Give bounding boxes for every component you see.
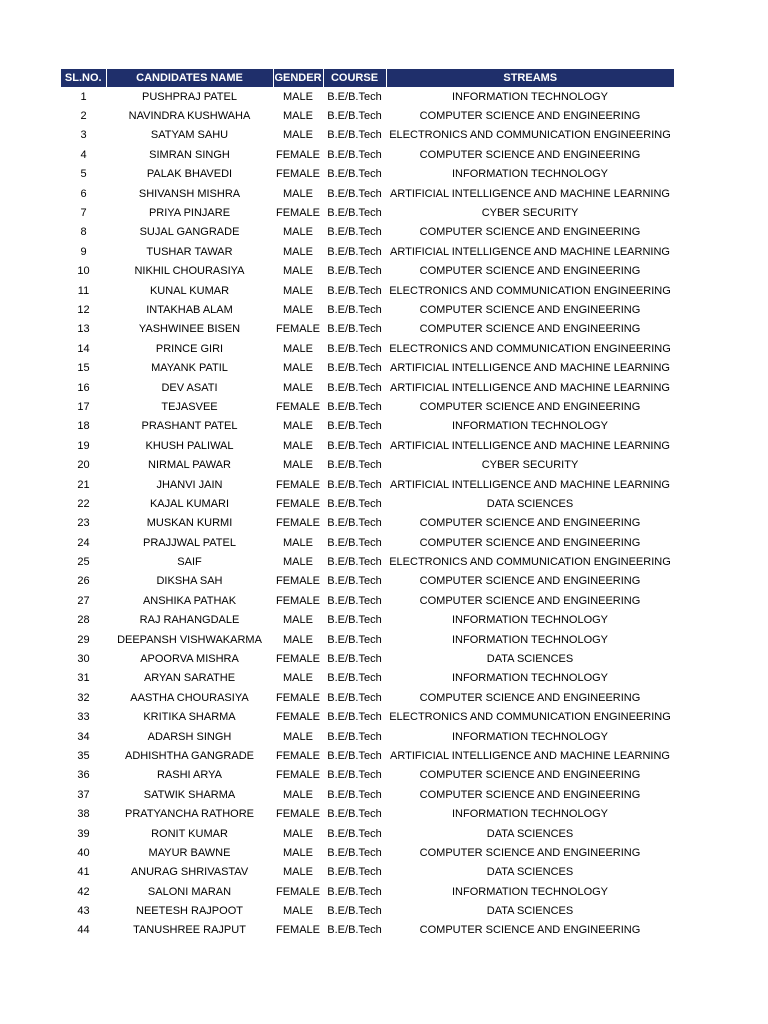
- cell-gender: MALE: [283, 866, 313, 879]
- cell-candidate-name: YASHWINEE BISEN: [138, 323, 241, 336]
- cell-candidate-name: TUSHAR TAWAR: [146, 245, 233, 258]
- cell-gender: FEMALE: [275, 497, 320, 510]
- cell-stream: COMPUTER SCIENCE AND ENGINEERING: [419, 846, 641, 859]
- cell-sl-no: 3: [80, 129, 87, 142]
- cell-course: B.E/B.Tech: [327, 245, 382, 258]
- table-row: [61, 882, 674, 901]
- cell-gender: MALE: [283, 420, 313, 433]
- cell-sl-no: 40: [77, 846, 90, 859]
- header-streams: STREAMS: [386, 69, 674, 87]
- table-row: [61, 533, 674, 552]
- table-row: [61, 572, 674, 591]
- cell-gender: FEMALE: [275, 207, 320, 220]
- cell-gender: FEMALE: [275, 168, 320, 181]
- cell-sl-no: 17: [77, 400, 90, 413]
- table-row: [61, 824, 674, 843]
- cell-stream: COMPUTER SCIENCE AND ENGINEERING: [419, 924, 641, 937]
- cell-gender: FEMALE: [275, 148, 320, 161]
- cell-candidate-name: DIKSHA SAH: [156, 575, 223, 588]
- table-row: [61, 514, 674, 533]
- table-row: [61, 630, 674, 649]
- cell-course: B.E/B.Tech: [327, 653, 382, 666]
- cell-gender: MALE: [283, 459, 313, 472]
- cell-course: B.E/B.Tech: [327, 303, 382, 316]
- cell-candidate-name: PRATYANCHA RATHORE: [125, 808, 254, 821]
- cell-candidate-name: SIMRAN SINGH: [149, 148, 230, 161]
- cell-gender: FEMALE: [275, 749, 320, 762]
- cell-course: B.E/B.Tech: [327, 808, 382, 821]
- cell-candidate-name: ARYAN SARATHE: [143, 672, 236, 685]
- cell-gender: FEMALE: [275, 400, 320, 413]
- cell-stream: COMPUTER SCIENCE AND ENGINEERING: [419, 691, 641, 704]
- cell-sl-no: 37: [77, 788, 90, 801]
- cell-sl-no: 43: [77, 905, 90, 918]
- cell-course: B.E/B.Tech: [327, 168, 382, 181]
- cell-gender: MALE: [283, 226, 313, 239]
- cell-sl-no: 1: [80, 90, 87, 103]
- cell-stream: INFORMATION TECHNOLOGY: [451, 730, 609, 743]
- table-row: [61, 494, 674, 513]
- cell-gender: MALE: [283, 614, 313, 627]
- cell-sl-no: 14: [77, 342, 90, 355]
- cell-course: B.E/B.Tech: [327, 711, 382, 724]
- cell-course: B.E/B.Tech: [327, 362, 382, 375]
- cell-course: B.E/B.Tech: [327, 129, 382, 142]
- cell-course: B.E/B.Tech: [327, 439, 382, 452]
- header-sl-no: SL.NO.: [61, 69, 106, 87]
- cell-course: B.E/B.Tech: [327, 769, 382, 782]
- table-row: [61, 320, 674, 339]
- cell-gender: MALE: [283, 788, 313, 801]
- cell-gender: FEMALE: [275, 808, 320, 821]
- cell-sl-no: 23: [77, 517, 90, 530]
- cell-candidate-name: RASHI ARYA: [156, 769, 222, 782]
- cell-gender: MALE: [283, 187, 313, 200]
- cell-course: B.E/B.Tech: [327, 323, 382, 336]
- cell-candidate-name: SATWIK SHARMA: [143, 788, 236, 801]
- cell-stream: COMPUTER SCIENCE AND ENGINEERING: [419, 517, 641, 530]
- cell-gender: FEMALE: [275, 885, 320, 898]
- cell-sl-no: 11: [77, 284, 90, 297]
- cell-candidate-name: NEETESH RAJPOOT: [136, 905, 243, 918]
- cell-sl-no: 12: [77, 303, 90, 316]
- table-row: [61, 223, 674, 242]
- cell-stream: DATA SCIENCES: [486, 905, 574, 918]
- cell-course: B.E/B.Tech: [327, 827, 382, 840]
- cell-stream: ELECTRONICS AND COMMUNICATION ENGINEERING: [389, 284, 671, 297]
- cell-gender: MALE: [283, 362, 313, 375]
- table-row: [61, 746, 674, 765]
- cell-candidate-name: KRITIKA SHARMA: [143, 711, 236, 724]
- cell-stream: COMPUTER SCIENCE AND ENGINEERING: [419, 594, 641, 607]
- cell-candidate-name: NIKHIL CHOURASIYA: [134, 265, 245, 278]
- cell-stream: CYBER SECURITY: [481, 207, 579, 220]
- cell-sl-no: 2: [80, 110, 87, 123]
- cell-candidate-name: NIRMAL PAWAR: [148, 459, 231, 472]
- table-row: [61, 708, 674, 727]
- cell-sl-no: 33: [77, 711, 90, 724]
- cell-gender: MALE: [283, 827, 313, 840]
- cell-stream: DATA SCIENCES: [486, 497, 574, 510]
- table-row: [61, 242, 674, 261]
- cell-stream: ELECTRONICS AND COMMUNICATION ENGINEERING: [389, 129, 671, 142]
- table-row: [61, 300, 674, 319]
- cell-course: B.E/B.Tech: [327, 517, 382, 530]
- cell-sl-no: 18: [77, 420, 90, 433]
- cell-gender: MALE: [283, 672, 313, 685]
- cell-gender: MALE: [283, 303, 313, 316]
- cell-sl-no: 15: [77, 362, 90, 375]
- cell-stream: ARTIFICIAL INTELLIGENCE AND MACHINE LEARNING: [390, 362, 670, 375]
- cell-stream: ARTIFICIAL INTELLIGENCE AND MACHINE LEARNING: [390, 381, 670, 394]
- cell-sl-no: 41: [77, 866, 90, 879]
- table-row: [61, 901, 674, 920]
- table-row: [61, 262, 674, 281]
- cell-course: B.E/B.Tech: [327, 536, 382, 549]
- cell-course: B.E/B.Tech: [327, 459, 382, 472]
- cell-candidate-name: SAIF: [177, 556, 202, 569]
- cell-sl-no: 38: [77, 808, 90, 821]
- table-row: [61, 804, 674, 823]
- table-row: [61, 727, 674, 746]
- cell-sl-no: 8: [80, 226, 87, 239]
- cell-stream: DATA SCIENCES: [486, 866, 574, 879]
- cell-gender: MALE: [283, 265, 313, 278]
- cell-candidate-name: MAYUR BAWNE: [148, 846, 231, 859]
- cell-sl-no: 28: [77, 614, 90, 627]
- cell-course: B.E/B.Tech: [327, 342, 382, 355]
- cell-stream: COMPUTER SCIENCE AND ENGINEERING: [419, 536, 641, 549]
- cell-course: B.E/B.Tech: [327, 110, 382, 123]
- cell-stream: COMPUTER SCIENCE AND ENGINEERING: [419, 323, 641, 336]
- cell-course: B.E/B.Tech: [327, 885, 382, 898]
- table-row: [61, 785, 674, 804]
- table-row: [61, 611, 674, 630]
- cell-stream: ARTIFICIAL INTELLIGENCE AND MACHINE LEARNING: [390, 478, 670, 491]
- cell-sl-no: 10: [77, 265, 90, 278]
- table-row: [61, 921, 674, 940]
- cell-stream: ELECTRONICS AND COMMUNICATION ENGINEERING: [389, 556, 671, 569]
- cell-candidate-name: ADARSH SINGH: [147, 730, 232, 743]
- cell-sl-no: 34: [77, 730, 90, 743]
- cell-stream: COMPUTER SCIENCE AND ENGINEERING: [419, 769, 641, 782]
- cell-course: B.E/B.Tech: [327, 749, 382, 762]
- cell-course: B.E/B.Tech: [327, 575, 382, 588]
- cell-course: B.E/B.Tech: [327, 226, 382, 239]
- cell-candidate-name: DEEPANSH VISHWAKARMA: [117, 633, 262, 646]
- cell-course: B.E/B.Tech: [327, 866, 382, 879]
- cell-course: B.E/B.Tech: [327, 633, 382, 646]
- cell-sl-no: 9: [80, 245, 87, 258]
- cell-gender: FEMALE: [275, 653, 320, 666]
- cell-course: B.E/B.Tech: [327, 148, 382, 161]
- cell-sl-no: 29: [77, 633, 90, 646]
- cell-candidate-name: PALAK BHAVEDI: [146, 168, 233, 181]
- table-row: [61, 126, 674, 145]
- cell-gender: FEMALE: [275, 924, 320, 937]
- cell-gender: MALE: [283, 846, 313, 859]
- table-row: [61, 669, 674, 688]
- table-row: [61, 843, 674, 862]
- cell-candidate-name: PUSHPRAJ PATEL: [142, 90, 237, 103]
- table-row: [61, 397, 674, 416]
- cell-candidate-name: SATYAM SAHU: [150, 129, 229, 142]
- cell-sl-no: 5: [80, 168, 87, 181]
- cell-stream: DATA SCIENCES: [486, 827, 574, 840]
- cell-stream: ARTIFICIAL INTELLIGENCE AND MACHINE LEARNING: [390, 245, 670, 258]
- cell-stream: ARTIFICIAL INTELLIGENCE AND MACHINE LEARNING: [390, 187, 670, 200]
- cell-sl-no: 21: [77, 478, 90, 491]
- table-row: [61, 436, 674, 455]
- cell-candidate-name: RONIT KUMAR: [151, 827, 228, 840]
- cell-course: B.E/B.Tech: [327, 478, 382, 491]
- cell-stream: INFORMATION TECHNOLOGY: [451, 168, 609, 181]
- cell-gender: FEMALE: [275, 711, 320, 724]
- cell-candidate-name: PRAJJWAL PATEL: [143, 536, 236, 549]
- cell-sl-no: 25: [77, 556, 90, 569]
- cell-candidate-name: AASTHA CHOURASIYA: [130, 691, 249, 704]
- table-row: [61, 455, 674, 474]
- cell-candidate-name: KAJAL KUMARI: [149, 497, 230, 510]
- cell-stream: COMPUTER SCIENCE AND ENGINEERING: [419, 265, 641, 278]
- candidates-table: [61, 69, 674, 940]
- table-row: [61, 417, 674, 436]
- cell-candidate-name: PRASHANT PATEL: [141, 420, 238, 433]
- cell-stream: ELECTRONICS AND COMMUNICATION ENGINEERING: [389, 711, 671, 724]
- table-row: [61, 552, 674, 571]
- cell-candidate-name: RAJ RAHANGDALE: [139, 614, 240, 627]
- cell-course: B.E/B.Tech: [327, 556, 382, 569]
- cell-stream: COMPUTER SCIENCE AND ENGINEERING: [419, 226, 641, 239]
- table-row: [61, 184, 674, 203]
- cell-candidate-name: ADHISHTHA GANGRADE: [125, 749, 254, 762]
- table-row: [61, 87, 674, 106]
- cell-stream: COMPUTER SCIENCE AND ENGINEERING: [419, 303, 641, 316]
- cell-candidate-name: APOORVA MISHRA: [140, 653, 239, 666]
- cell-course: B.E/B.Tech: [327, 594, 382, 607]
- cell-stream: INFORMATION TECHNOLOGY: [451, 672, 609, 685]
- cell-candidate-name: NAVINDRA KUSHWAHA: [128, 110, 251, 123]
- cell-candidate-name: MUSKAN KURMI: [146, 517, 233, 530]
- cell-candidate-name: TANUSHREE RAJPUT: [133, 924, 246, 937]
- cell-stream: COMPUTER SCIENCE AND ENGINEERING: [419, 575, 641, 588]
- cell-course: B.E/B.Tech: [327, 691, 382, 704]
- cell-sl-no: 24: [77, 536, 90, 549]
- cell-candidate-name: JHANVI JAIN: [156, 478, 223, 491]
- candidates-sheet: [61, 69, 674, 940]
- cell-course: B.E/B.Tech: [327, 420, 382, 433]
- table-row: [61, 339, 674, 358]
- cell-candidate-name: SHIVANSH MISHRA: [138, 187, 241, 200]
- cell-candidate-name: KHUSH PALIWAL: [145, 439, 234, 452]
- table-row: [61, 281, 674, 300]
- cell-candidate-name: SUJAL GANGRADE: [139, 226, 240, 239]
- cell-sl-no: 22: [77, 497, 90, 510]
- cell-candidate-name: MAYANK PATIL: [151, 362, 228, 375]
- cell-sl-no: 26: [77, 575, 90, 588]
- table-row: [61, 358, 674, 377]
- table-row: [61, 378, 674, 397]
- cell-candidate-name: PRIYA PINJARE: [148, 207, 231, 220]
- cell-gender: FEMALE: [275, 478, 320, 491]
- cell-course: B.E/B.Tech: [327, 905, 382, 918]
- table-row: [61, 591, 674, 610]
- cell-sl-no: 31: [77, 672, 90, 685]
- cell-sl-no: 42: [77, 885, 90, 898]
- cell-gender: FEMALE: [275, 517, 320, 530]
- cell-stream: ARTIFICIAL INTELLIGENCE AND MACHINE LEARNING: [390, 749, 670, 762]
- cell-gender: MALE: [283, 245, 313, 258]
- cell-stream: COMPUTER SCIENCE AND ENGINEERING: [419, 148, 641, 161]
- cell-sl-no: 30: [77, 653, 90, 666]
- cell-stream: INFORMATION TECHNOLOGY: [451, 90, 609, 103]
- cell-course: B.E/B.Tech: [327, 730, 382, 743]
- cell-gender: FEMALE: [275, 691, 320, 704]
- cell-candidate-name: ANSHIKA PATHAK: [142, 594, 237, 607]
- cell-sl-no: 39: [77, 827, 90, 840]
- cell-gender: MALE: [283, 905, 313, 918]
- cell-stream: ARTIFICIAL INTELLIGENCE AND MACHINE LEARNING: [390, 439, 670, 452]
- cell-candidate-name: PRINCE GIRI: [155, 342, 224, 355]
- cell-course: B.E/B.Tech: [327, 614, 382, 627]
- cell-gender: MALE: [283, 110, 313, 123]
- cell-candidate-name: DEV ASATI: [161, 381, 218, 394]
- cell-gender: MALE: [283, 284, 313, 297]
- cell-stream: COMPUTER SCIENCE AND ENGINEERING: [419, 110, 641, 123]
- cell-sl-no: 16: [77, 381, 90, 394]
- cell-sl-no: 36: [77, 769, 90, 782]
- cell-gender: MALE: [283, 556, 313, 569]
- cell-sl-no: 19: [77, 439, 90, 452]
- cell-sl-no: 4: [80, 148, 87, 161]
- cell-course: B.E/B.Tech: [327, 265, 382, 278]
- cell-course: B.E/B.Tech: [327, 788, 382, 801]
- cell-course: B.E/B.Tech: [327, 846, 382, 859]
- cell-gender: MALE: [283, 439, 313, 452]
- cell-candidate-name: ANURAG SHRIVASTAV: [130, 866, 249, 879]
- cell-sl-no: 6: [80, 187, 87, 200]
- cell-course: B.E/B.Tech: [327, 400, 382, 413]
- cell-gender: FEMALE: [275, 323, 320, 336]
- cell-stream: INFORMATION TECHNOLOGY: [451, 633, 609, 646]
- table-row: [61, 766, 674, 785]
- cell-stream: COMPUTER SCIENCE AND ENGINEERING: [419, 788, 641, 801]
- cell-gender: MALE: [283, 381, 313, 394]
- cell-candidate-name: SALONI MARAN: [147, 885, 232, 898]
- cell-sl-no: 27: [77, 594, 90, 607]
- cell-stream: INFORMATION TECHNOLOGY: [451, 808, 609, 821]
- cell-course: B.E/B.Tech: [327, 924, 382, 937]
- cell-course: B.E/B.Tech: [327, 207, 382, 220]
- cell-course: B.E/B.Tech: [327, 672, 382, 685]
- cell-gender: FEMALE: [275, 769, 320, 782]
- table-row: [61, 688, 674, 707]
- table-row: [61, 475, 674, 494]
- table-header-row: [61, 69, 674, 87]
- cell-gender: FEMALE: [275, 594, 320, 607]
- cell-sl-no: 32: [77, 691, 90, 704]
- cell-course: B.E/B.Tech: [327, 187, 382, 200]
- cell-sl-no: 35: [77, 749, 90, 762]
- cell-gender: MALE: [283, 129, 313, 142]
- table-body: [61, 87, 674, 940]
- cell-gender: MALE: [283, 633, 313, 646]
- cell-sl-no: 20: [77, 459, 90, 472]
- cell-stream: DATA SCIENCES: [486, 653, 574, 666]
- cell-course: B.E/B.Tech: [327, 90, 382, 103]
- header-gender: GENDER: [273, 69, 323, 87]
- cell-candidate-name: INTAKHAB ALAM: [146, 303, 233, 316]
- cell-stream: INFORMATION TECHNOLOGY: [451, 614, 609, 627]
- cell-stream: INFORMATION TECHNOLOGY: [451, 885, 609, 898]
- cell-gender: MALE: [283, 730, 313, 743]
- table-row: [61, 863, 674, 882]
- cell-course: B.E/B.Tech: [327, 284, 382, 297]
- table-row: [61, 106, 674, 125]
- cell-sl-no: 44: [77, 924, 90, 937]
- cell-gender: FEMALE: [275, 575, 320, 588]
- cell-stream: COMPUTER SCIENCE AND ENGINEERING: [419, 400, 641, 413]
- cell-stream: ELECTRONICS AND COMMUNICATION ENGINEERING: [389, 342, 671, 355]
- header-course: COURSE: [323, 69, 386, 87]
- table-row: [61, 649, 674, 668]
- cell-sl-no: 13: [77, 323, 90, 336]
- header-candidate-name: CANDIDATES NAME: [106, 69, 273, 87]
- cell-gender: MALE: [283, 342, 313, 355]
- cell-gender: MALE: [283, 90, 313, 103]
- cell-stream: INFORMATION TECHNOLOGY: [451, 420, 609, 433]
- table-row: [61, 203, 674, 222]
- cell-course: B.E/B.Tech: [327, 381, 382, 394]
- cell-candidate-name: KUNAL KUMAR: [149, 284, 230, 297]
- cell-candidate-name: TEJASVEE: [161, 400, 218, 413]
- cell-sl-no: 7: [80, 207, 87, 220]
- table-row: [61, 145, 674, 164]
- cell-gender: MALE: [283, 536, 313, 549]
- table-row: [61, 165, 674, 184]
- cell-stream: CYBER SECURITY: [481, 459, 579, 472]
- cell-course: B.E/B.Tech: [327, 497, 382, 510]
